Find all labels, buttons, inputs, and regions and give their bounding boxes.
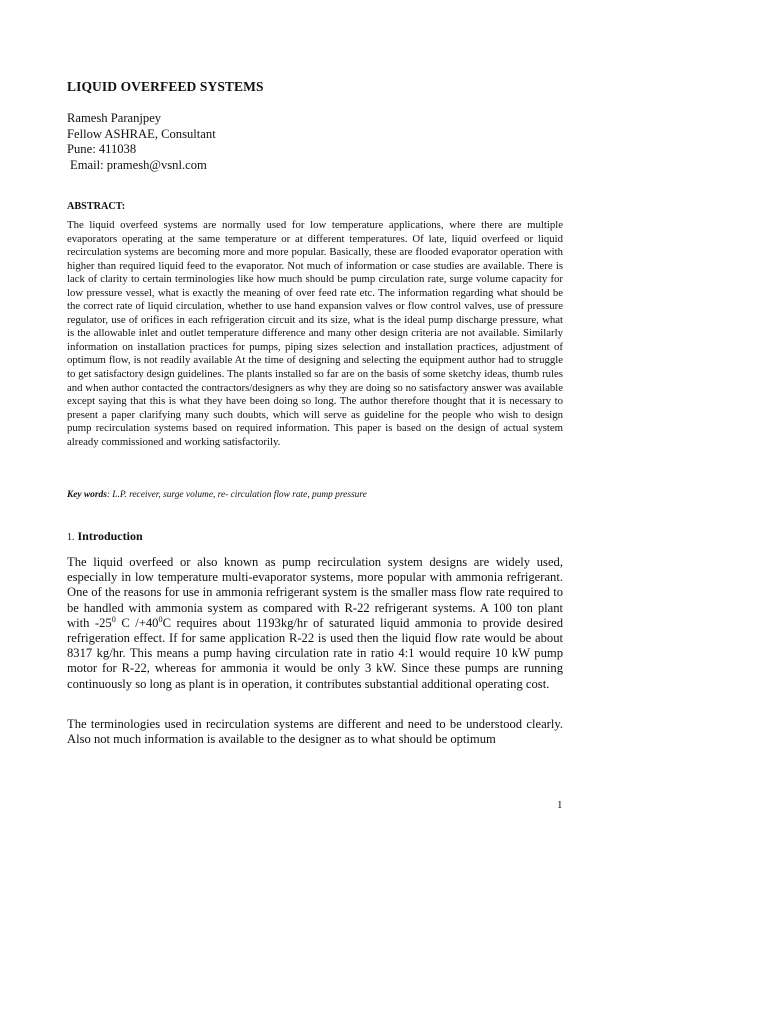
author-affiliation: Fellow ASHRAE, Consultant	[67, 126, 216, 141]
section-number: 1.	[67, 532, 75, 543]
paragraph-text: The liquid overfeed or also known as pump recirculation system designs are widely used, especially in low temperature multi-evaporator systems, more popular with ammonia refrigerant. One of the reasons for use in ammonia refrigerant system is the smaller mass flow rate required to be handled with ammonia system as compared with R-22 refrigerant systems. A 100 ton plant with -25	[67, 555, 563, 630]
author-block	[67, 111, 216, 173]
author-name: Ramesh Paranjpey	[67, 111, 162, 125]
introduction-paragraph-1	[67, 555, 563, 692]
keywords-label: Key words	[67, 490, 107, 500]
keywords-text: : L.P. receiver, surge volume, re- circulation flow rate, pump pressure	[106, 490, 367, 500]
paper-page	[67, 0, 563, 1024]
author-location: Pune: 411038	[67, 142, 137, 157]
paragraph-text: C /+40	[115, 615, 159, 630]
abstract-text: The liquid overfeed systems are normally used for low temperature applications, where there are multiple evaporators operating at the same temperature or at different temperatures. Of late, liquid overfeed or liquid recirculation systems are becoming more and more popular. Basically, these are flooded evaporator operation with higher than required liquid feed to the evaporator. Not much of information or case studies are available. There is lack of clarity to certain terminologies like how much should be pump circulation rate, surge volume capacity for low pressure vessel, what is exactly the meaning of over feed rate etc. The information regarding what should be the correct rate of liquid circulation, whether to use hand expansion valves or flow control valves, use of pressure regulator, use of orifices in each refrigeration circuit and its size, what is the ideal pump discharge pressure, what is the allowable inlet and outlet temperature difference and many other design criteria are not available. Similarly information on installation practices for pumps, piping sizes selection and installation practices, adjustment of optimum flow, is not readily available At the time of designing and selecting the equipment author had to struggle to get satisfactory design guidelines. The plants installed so far are on the basis of some sketchy ideas, thumb rules and when author contacted the contractors/designers as why they are doing so no satisfactory answer was available except saying that this is what they have been doing so long. The author therefore thought that it is necessary to present a paper clarifying many such doubts, which will serve as guideline for the people who wish to design pump recirculation systems based on required information. This paper is based on the design of actual system already commissioned and working satisfactorily.	[67, 219, 563, 448]
degree-superscript: 0	[111, 614, 116, 624]
abstract-heading: ABSTRACT:	[67, 201, 126, 212]
author-email: Email: pramesh@vsnl.com	[70, 157, 207, 172]
introduction-paragraph-2: The terminologies used in recirculation systems are different and need to be understood clearly. Also not much information is available to the designer as to what should be optimum	[67, 717, 563, 747]
keywords	[67, 490, 563, 500]
page-number: 1	[557, 799, 563, 811]
section-title: Introduction	[77, 529, 143, 543]
paper-title: LIQUID OVERFEED SYSTEMS	[67, 79, 264, 94]
paragraph-text: C requires about 1193kg/hr of saturated liquid ammonia to provide desired refrigeration effect. If for same application R-22 is used then the liquid flow rate would be about 8317 kg/hr. This means a pump having circulation rate in ratio 4:1 would require 10 kW pump motor for R-22, whereas for ammonia it would be only 3 kW. Since these pumps are running continuously so long as plant is in operation, it contributes substantial additional operating cost.	[67, 615, 563, 691]
degree-superscript: 0	[158, 614, 163, 624]
section-heading-introduction	[67, 529, 143, 544]
